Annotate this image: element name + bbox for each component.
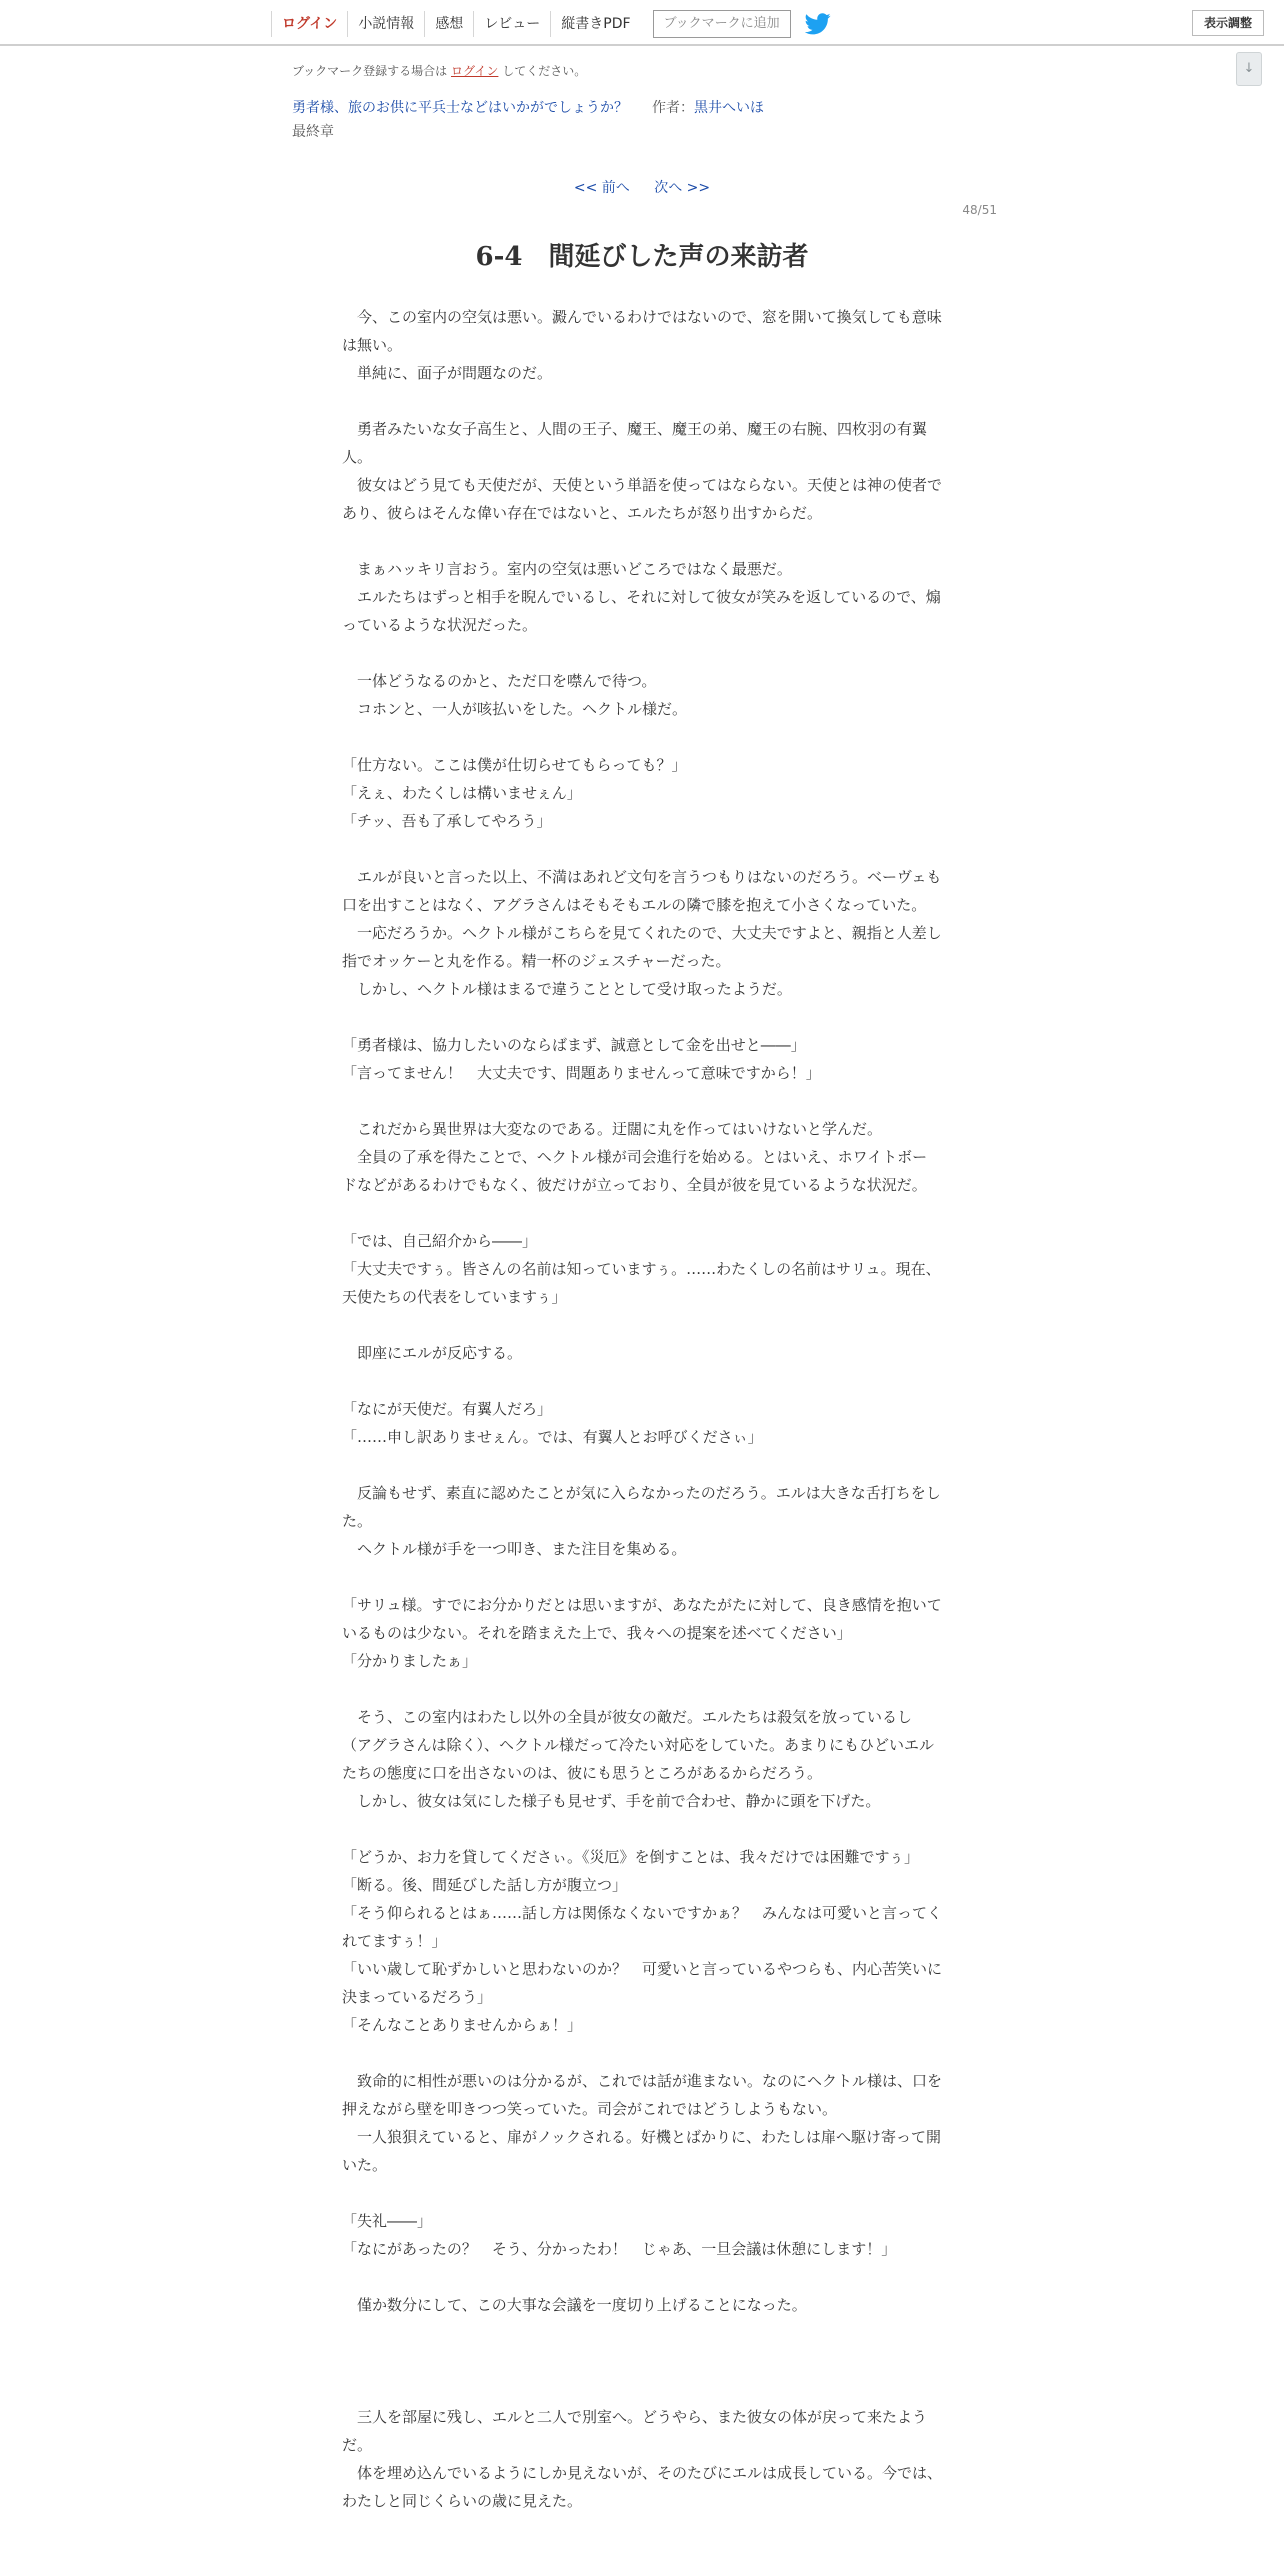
- body-paragraph: [342, 1815, 942, 1843]
- bookmark-note-text: ブックマーク登録する場合は: [292, 64, 448, 78]
- scroll-down-icon[interactable]: ↓: [1236, 52, 1262, 86]
- body-paragraph: 「いい歳して恥ずかしいと思わないのか？ 可愛いと言っているやつらも、内心苦笑いに決まっているだろう」: [342, 1960, 943, 2006]
- add-bookmark-button[interactable]: ブックマークに追加: [653, 10, 791, 38]
- body-paragraph: 「どうか、お力を貸してくださぃ。《災厄》を倒すことは、我々だけでは困難ですぅ」: [342, 1848, 920, 1866]
- body-paragraph: 即座にエルが反応する。: [342, 1344, 523, 1362]
- body-paragraph: しかし、彼女は気にした様子も見せず、手を前で合わせ、静かに頭を下げた。: [342, 1792, 881, 1810]
- body-paragraph: [342, 835, 942, 863]
- body-paragraph: 「分かりましたぁ」: [342, 1652, 478, 1670]
- next-page-link[interactable]: 次へ >>: [654, 180, 711, 196]
- body-paragraph: [342, 723, 942, 751]
- body-paragraph: [342, 1199, 942, 1227]
- main-nav: [271, 9, 833, 39]
- chapter-title: 6-4 間延びした声の来訪者: [475, 242, 809, 272]
- body-paragraph: 「……申し訳ありませぇん。では、有翼人とお呼びくださぃ」: [342, 1428, 763, 1446]
- body-paragraph: コホンと、一人が咳払いをした。ヘクトル様だ。: [342, 700, 688, 718]
- body-paragraph: [342, 1367, 942, 1395]
- body-paragraph: 「勇者様は、協力したいのならばまず、誠意として金を出せと――」: [342, 1036, 806, 1054]
- pager: [0, 177, 1284, 197]
- body-paragraph: そう、この室内はわたし以外の全員が彼女の敵だ。エルたちは殺気を放っているし（アグラさんは除く）、ヘクトル様だって冷たい対応をしていた。あまりにもひどいエルたちの態度に口を出さないのは、彼にも思うところがあるからだろう。: [342, 1708, 935, 1782]
- page-count: 48/51: [962, 203, 997, 217]
- body-paragraph: 「サリュ様。すでにお分かりだとは思いますが、あなたがたに対して、良き感情を抱いているものは少ない。それを踏まえた上で、我々への提案を述べてください」: [342, 1596, 942, 1642]
- body-paragraph: エルが良いと言った以上、不満はあれど文句を言うつもりはないのだろう。ベーヴェも口を出すことはなく、アグラさんはそもそもエルの隣で膝を抱えて小さくなっていた。: [342, 868, 942, 914]
- body-paragraph: 一人狼狽えていると、扉がノックされる。好機とばかりに、わたしは扉へ駆け寄って開いた。: [342, 2128, 941, 2174]
- nav-login[interactable]: ログイン: [271, 11, 347, 37]
- bookmark-note: [292, 62, 586, 79]
- bookmark-note-text-after: してください。: [502, 64, 587, 78]
- body-paragraph: 彼女はどう見ても天使だが、天使という単語を使ってはならない。天使とは神の使者であり、彼らはそんな偉い存在ではないと、エルたちが怒り出すからだ。: [342, 476, 943, 522]
- display-settings-button[interactable]: 表示調整: [1192, 10, 1264, 36]
- author-label: 作者：: [652, 100, 694, 116]
- body-paragraph: 「断る。後、間延びした話し方が腹立つ」: [342, 1876, 628, 1894]
- body-paragraph: [342, 1087, 942, 1115]
- body-paragraph: [342, 1563, 942, 1591]
- body-paragraph: しかし、ヘクトル様はまるで違うこととして受け取ったようだ。: [342, 980, 792, 998]
- body-paragraph: 「言ってません！ 大丈夫です、問題ありませんって意味ですから！」: [342, 1064, 821, 1082]
- nav-novel-info[interactable]: 小説情報: [347, 11, 424, 37]
- body-paragraph: 「大丈夫ですぅ。皆さんの名前は知っていますぅ。……わたくしの名前はサリュ。現在、天使たちの代表をしていますぅ」: [342, 1260, 941, 1306]
- body-paragraph: 「なにがあったの？ そう、分かったわ！ じゃあ、一旦会議は休憩にします！」: [342, 2240, 897, 2258]
- body-paragraph: 致命的に相性が悪いのは分かるが、これでは話が進まない。なのにヘクトル様は、口を押えながら壁を叩きつつ笑っていた。司会がこれではどうしようもない。: [342, 2072, 943, 2118]
- body-paragraph: [342, 2375, 942, 2403]
- body-paragraph: [342, 2179, 942, 2207]
- header-bar: [0, 0, 1284, 46]
- body-paragraph: 「なにが天使だ。有翼人だろ」: [342, 1400, 553, 1418]
- body-paragraph: [342, 527, 942, 555]
- novel-info-line: [292, 97, 764, 117]
- prev-page-link[interactable]: << 前へ: [573, 180, 630, 196]
- body-paragraph: 「仕方ない。ここは僕が仕切らせてもらっても？」: [342, 756, 687, 774]
- body-paragraph: 「では、自己紹介から――」: [342, 1232, 538, 1250]
- body-paragraph: 「そんなことありませんからぁ！」: [342, 2016, 583, 2034]
- nav-vertical-pdf[interactable]: 縦書きPDF: [550, 11, 640, 37]
- body-paragraph: 勇者みたいな女子高生と、人間の王子、魔王、魔王の弟、魔王の右腕、四枚羽の有翼人。: [342, 420, 928, 466]
- body-paragraph: 僅か数分にして、この大事な会議を一度切り上げることになった。: [342, 2296, 807, 2314]
- body-paragraph: [342, 1451, 942, 1479]
- body-paragraph: 今、この室内の空気は悪い。澱んでいるわけではないので、窓を開いて換気しても意味は無い。: [342, 308, 942, 354]
- novel-title-link[interactable]: 勇者様、旅のお供に平兵士などはいかがでしょうか？: [292, 100, 628, 116]
- body-paragraph: 「失礼――」: [342, 2212, 433, 2230]
- body-paragraph: 単純に、面子が問題なのだ。: [342, 364, 553, 382]
- chapter-label: 最終章: [292, 124, 334, 140]
- body-paragraph: [342, 1311, 942, 1339]
- body-paragraph: [342, 2319, 942, 2347]
- body-paragraph: 「チッ、吾も了承してやろう」: [342, 812, 552, 830]
- bookmark-login-link[interactable]: ログイン: [451, 64, 499, 78]
- author-link[interactable]: 黒井へいほ: [694, 100, 764, 116]
- body-paragraph: ヘクトル様が手を一つ叩き、また注目を集める。: [342, 1540, 687, 1558]
- nav-review[interactable]: レビュー: [473, 11, 550, 37]
- body-paragraph: 「えぇ、わたくしは構いませぇん」: [342, 784, 582, 802]
- body-paragraph: 反論もせず、素直に認めたことが気に入らなかったのだろう。エルは大きな舌打ちをした。: [342, 1484, 941, 1530]
- body-paragraph: [342, 1003, 942, 1031]
- body-paragraph: 全員の了承を得たことで、ヘクトル様が司会進行を始める。とはいえ、ホワイトボードなどがあるわけでもなく、彼だけが立っており、全員が彼を見ているような状況だ。: [342, 1148, 928, 1194]
- twitter-bird-icon[interactable]: [805, 12, 833, 36]
- body-paragraph: [342, 639, 942, 667]
- body-paragraph: [342, 387, 942, 415]
- nav-impressions[interactable]: 感想: [424, 11, 473, 37]
- body-paragraph: 三人を部屋に残し、エルと二人で別室へ。どうやら、また彼女の体が戻って来たようだ。: [342, 2408, 928, 2454]
- body-paragraph: 「そう仰られるとはぁ……話し方は関係なくないですかぁ？ みんなは可愛いと言ってくれてますぅ！」: [342, 1904, 943, 1950]
- body-paragraph: エルたちはずっと相手を睨んでいるし、それに対して彼女が笑みを返しているので、煽っているような状況だった。: [342, 588, 941, 634]
- novel-body: [342, 303, 942, 2515]
- body-paragraph: これだから異世界は大変なのである。迂闊に丸を作ってはいけないと学んだ。: [342, 1120, 883, 1138]
- body-paragraph: [342, 2039, 942, 2067]
- body-paragraph: まぁハッキリ言おう。室内の空気は悪いどころではなく最悪だ。: [342, 560, 792, 578]
- body-paragraph: [342, 2263, 942, 2291]
- body-paragraph: 体を埋め込んでいるようにしか見えないが、そのたびにエルは成長している。今では、わたしと同じくらいの歳に見えた。: [342, 2464, 943, 2510]
- body-paragraph: [342, 1675, 942, 1703]
- body-paragraph: [342, 2347, 942, 2375]
- body-paragraph: 一応だろうか。ヘクトル様がこちらを見てくれたので、大丈夫ですよと、親指と人差し指でオッケーと丸を作る。精一杯のジェスチャーだった。: [342, 924, 942, 970]
- body-paragraph: 一体どうなるのかと、ただ口を噤んで待つ。: [342, 672, 657, 690]
